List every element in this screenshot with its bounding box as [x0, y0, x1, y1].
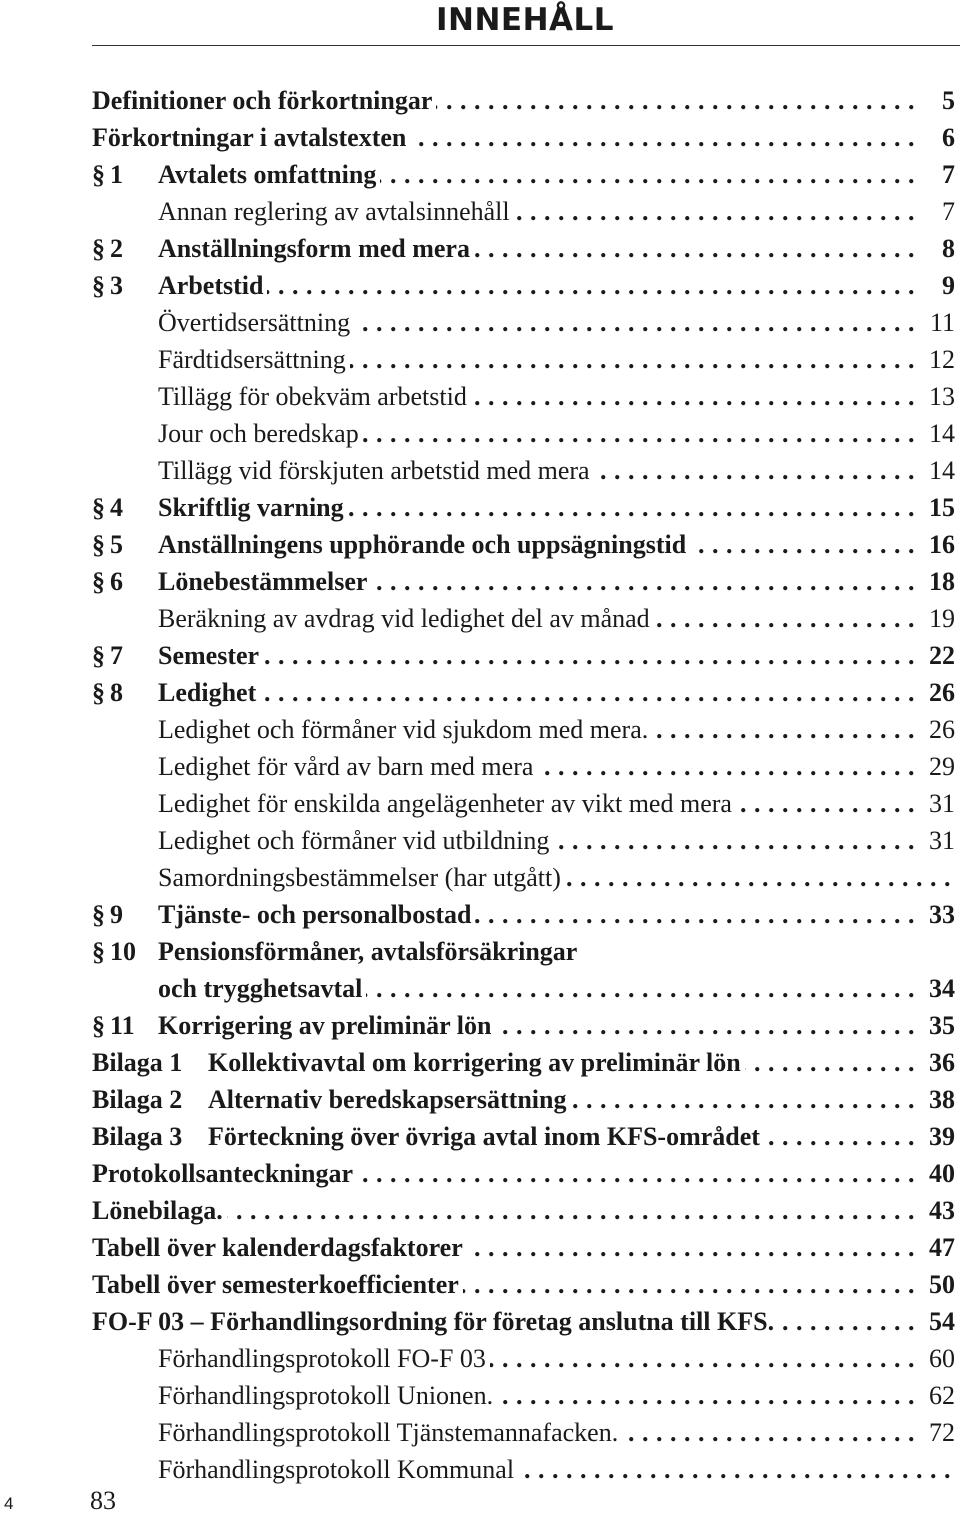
dot-leader — [474, 230, 915, 267]
toc-entry-section-11[interactable] — [92, 1007, 955, 1044]
toc-entry-page: 36 — [929, 1048, 955, 1077]
dot-leader — [436, 82, 915, 119]
toc-entry-page: 33 — [929, 900, 955, 929]
section-sign-icon: § — [92, 900, 105, 929]
toc-entry-page: 13 — [929, 382, 955, 411]
section-number: § 1 — [92, 156, 158, 193]
toc-subentry[interactable] — [92, 748, 955, 785]
toc-entry-page: 16 — [929, 530, 955, 559]
toc-entry-page: 5 — [942, 86, 955, 115]
dot-leader — [745, 1044, 915, 1081]
toc-entry-page: 31 — [929, 826, 955, 855]
dot-leader — [778, 1303, 915, 1340]
heading-rule — [92, 45, 960, 46]
toc-entry-section-10-continued[interactable] — [92, 970, 955, 1007]
toc-entry-page: 22 — [929, 641, 955, 670]
toc-entry-title: Avtalets omfattning — [158, 160, 377, 189]
toc-entry-page: 7 — [942, 197, 955, 226]
dot-leader — [463, 1266, 915, 1303]
toc-entry-page: 19 — [929, 604, 955, 633]
page-title: INNEHÅLL — [435, 2, 615, 38]
toc-subentry[interactable] — [92, 341, 955, 378]
toc-entry-page: 34 — [929, 974, 955, 1003]
dot-leader — [467, 1229, 915, 1266]
dot-leader — [490, 1340, 915, 1377]
section-number: § 4 — [92, 489, 158, 526]
toc-entry-title: Ledighet och förmåner vid utbildning — [158, 826, 550, 855]
toc-entry-title: Förkortningar i avtalstexten — [92, 123, 407, 152]
toc-entry-title: Ledighet — [158, 678, 257, 707]
toc-entry-page: 12 — [929, 345, 955, 374]
toc-entry-section-6[interactable] — [92, 563, 955, 600]
toc-entry-page: 39 — [929, 1122, 955, 1151]
toc-entry-title: Korrigering av preliminär lön — [158, 1011, 492, 1040]
section-number: § 3 — [92, 267, 158, 304]
toc-subentry[interactable] — [92, 859, 955, 896]
toc-entry-abbreviations[interactable] — [92, 119, 955, 156]
toc-entry-page: 15 — [929, 493, 955, 522]
toc-entry-title: Skriftlig varning — [158, 493, 344, 522]
toc-entry-section-10[interactable] — [92, 933, 955, 970]
toc-entry-title: Protokollsanteckningar — [92, 1159, 353, 1188]
toc-entry-page: 8 — [942, 234, 955, 263]
toc-entry-section-1[interactable] — [92, 156, 955, 193]
toc-entry-title: Kollektivavtal om korrigering av preliminär lön — [208, 1048, 741, 1077]
dot-leader — [553, 822, 915, 859]
toc-entry-page: 62 — [929, 1381, 955, 1410]
toc-entry-title: Beräkning av avdrag vid ledighet del av månad — [158, 604, 650, 633]
toc-entry-appendix-1[interactable] — [92, 1044, 955, 1081]
toc-entry-salary-appendix[interactable] — [92, 1192, 955, 1229]
toc-entry-section-3[interactable] — [92, 267, 955, 304]
section-sign-icon: § — [92, 493, 105, 522]
dot-leader — [475, 896, 915, 933]
toc-entry-section-2[interactable] — [92, 230, 955, 267]
toc-entry-title: Jour och beredskap — [158, 419, 359, 448]
dot-leader — [565, 859, 951, 896]
dot-leader — [350, 341, 915, 378]
dot-leader — [363, 415, 915, 452]
toc-entry-page: 7 — [942, 160, 955, 189]
dot-leader — [410, 119, 915, 156]
section-sign-icon: § — [92, 678, 105, 707]
toc-entry-appendix-3[interactable] — [92, 1118, 955, 1155]
toc-subentry[interactable] — [92, 785, 955, 822]
section-sign-icon: § — [92, 937, 105, 966]
toc-entry-vacation-coefficients[interactable] — [92, 1266, 955, 1303]
toc-entry-page: 18 — [929, 567, 955, 596]
toc-entry-definitions[interactable] — [92, 82, 955, 119]
toc-entry-title: Annan reglering av avtalsinnehåll — [158, 197, 510, 226]
dot-leader — [267, 267, 915, 304]
toc-subentry[interactable] — [92, 1414, 955, 1451]
toc-entry-title: Arbetstid — [158, 271, 264, 300]
section-sign-icon: § — [92, 1011, 105, 1040]
appendix-label: Bilaga 2 — [92, 1085, 183, 1114]
toc-entry-section-4[interactable] — [92, 489, 955, 526]
toc-entry-page: 14 — [929, 419, 955, 448]
toc-entry-negotiation-procedure[interactable] — [92, 1303, 955, 1340]
dot-leader — [537, 748, 915, 785]
toc-entry-title: Lönebestämmelser — [158, 567, 368, 596]
toc-entry-page: 29 — [929, 752, 955, 781]
toc-entry-title: och trygghetsavtal — [158, 974, 363, 1003]
table-of-contents — [92, 82, 955, 1488]
toc-subentry[interactable] — [92, 822, 955, 859]
toc-entry-title: Förteckning över övriga avtal inom KFS-området — [208, 1122, 760, 1151]
toc-subentry[interactable] — [92, 304, 955, 341]
dot-leader — [622, 1414, 915, 1451]
section-sign-icon: § — [92, 567, 105, 596]
section-number: § 7 — [92, 637, 158, 674]
toc-entry-title: Pensionsförmåner, avtalsförsäkringar — [158, 937, 578, 966]
toc-entry-title: Semester — [158, 641, 260, 670]
dot-leader — [495, 1007, 915, 1044]
toc-entry-section-7[interactable] — [92, 637, 955, 674]
section-number: § 5 — [92, 526, 158, 563]
toc-entry-section-9[interactable] — [92, 896, 955, 933]
toc-entry-title: Definitioner och förkortningar — [92, 86, 433, 115]
toc-entry-page: 43 — [929, 1196, 955, 1225]
toc-entry-page: 11 — [929, 308, 955, 337]
toc-entry-page: 47 — [929, 1233, 955, 1262]
toc-entry-calendar-day-factors[interactable] — [92, 1229, 955, 1266]
toc-subentry[interactable] — [92, 1377, 955, 1414]
section-number: § 11 — [92, 1007, 158, 1044]
toc-subentry[interactable] — [92, 1451, 955, 1488]
toc-entry-title: Tillägg vid förskjuten arbetstid med mera — [158, 456, 590, 485]
dot-leader — [518, 1451, 951, 1488]
toc-entry-title: Samordningsbestämmelser (har utgått) — [158, 863, 561, 892]
toc-entry-title: Tjänste- och personalbostad — [158, 900, 472, 929]
toc-entry-title: Förhandlingsprotokoll FO-F 03 — [158, 1344, 486, 1373]
toc-subentry[interactable] — [92, 193, 955, 230]
toc-entry-page: 14 — [929, 456, 955, 485]
section-number: § 8 — [92, 674, 158, 711]
toc-entry-page: 6 — [942, 123, 955, 152]
toc-entry-page: 40 — [929, 1159, 955, 1188]
toc-entry-title: Alternativ beredskapsersättning — [208, 1085, 567, 1114]
dot-leader — [371, 563, 915, 600]
dot-leader — [594, 452, 915, 489]
toc-entry-title: Förhandlingsprotokoll Unionen. — [158, 1381, 494, 1410]
dot-leader — [354, 304, 915, 341]
section-number: § 10 — [92, 933, 158, 970]
toc-entry-title: Ledighet för vård av barn med mera — [158, 752, 534, 781]
section-number: § 9 — [92, 896, 158, 933]
toc-entry-page: 72 — [929, 1418, 955, 1447]
toc-entry-page: 9 — [942, 271, 955, 300]
section-sign-icon: § — [92, 160, 105, 189]
toc-entry-title: Tabell över semesterkoefficienter — [92, 1270, 459, 1299]
toc-entry-title: Ledighet för enskilda angelägenheter av vikt med mera — [158, 789, 732, 818]
dot-leader — [654, 600, 915, 637]
toc-entry-section-8[interactable] — [92, 674, 955, 711]
toc-entry-title: Övertidsersättning — [158, 308, 351, 337]
toc-subentry[interactable] — [92, 711, 955, 748]
dot-leader — [380, 156, 915, 193]
dot-leader — [357, 1155, 915, 1192]
toc-entry-title: Förhandlingsprotokoll Kommunal — [158, 1455, 515, 1484]
dot-leader — [652, 711, 915, 748]
toc-subentry[interactable] — [92, 1340, 955, 1377]
footer-number: 83 — [90, 1486, 116, 1515]
section-number: § 6 — [92, 563, 158, 600]
dot-leader — [764, 1118, 915, 1155]
dot-leader — [497, 1377, 915, 1414]
toc-subentry[interactable] — [92, 452, 955, 489]
dot-leader — [570, 1081, 915, 1118]
dot-leader — [471, 378, 915, 415]
appendix-label: Bilaga 3 — [92, 1122, 183, 1151]
section-sign-icon: § — [92, 234, 105, 263]
toc-subentry[interactable] — [92, 600, 955, 637]
section-sign-icon: § — [92, 271, 105, 300]
dot-leader — [736, 785, 915, 822]
dot-leader — [366, 970, 915, 1007]
dot-leader — [227, 1192, 915, 1229]
toc-entry-page: 31 — [929, 789, 955, 818]
page-number: 4 — [4, 1494, 14, 1513]
toc-entry-title: FO-F 03 – Förhandlingsordning för företag anslutna till KFS. — [92, 1307, 775, 1336]
toc-entry-title: Tabell över kalenderdagsfaktorer — [92, 1233, 463, 1262]
toc-subentry[interactable] — [92, 378, 955, 415]
dot-leader — [690, 526, 915, 563]
toc-entry-title: Anställningsform med mera — [158, 234, 470, 263]
toc-entry-section-5[interactable] — [92, 526, 955, 563]
dot-leader — [514, 193, 915, 230]
toc-entry-title: Ledighet och förmåner vid sjukdom med mera. — [158, 715, 649, 744]
toc-entry-appendix-2[interactable] — [92, 1081, 955, 1118]
dot-leader — [348, 489, 915, 526]
toc-entry-page: 26 — [929, 715, 955, 744]
dot-leader — [260, 674, 915, 711]
dot-leader — [263, 637, 915, 674]
appendix-label: Bilaga 1 — [92, 1048, 183, 1077]
toc-entry-title: Lönebilaga. — [92, 1196, 223, 1225]
toc-entry-title: Anställningens upphörande och uppsägningstid — [158, 530, 687, 559]
toc-entry-title: Färdtidsersättning — [158, 345, 346, 374]
toc-entry-title: Förhandlingsprotokoll Tjänstemannafacken. — [158, 1418, 619, 1447]
toc-entry-page: 35 — [929, 1011, 955, 1040]
toc-entry-page: 60 — [929, 1344, 955, 1373]
toc-entry-page: 26 — [929, 678, 955, 707]
section-number: § 2 — [92, 230, 158, 267]
toc-entry-protocol-notes[interactable] — [92, 1155, 955, 1192]
toc-entry-page: 54 — [929, 1307, 955, 1336]
section-sign-icon: § — [92, 530, 105, 559]
toc-entry-title: Tillägg för obekväm arbetstid — [158, 382, 467, 411]
toc-entry-page: 38 — [929, 1085, 955, 1114]
toc-subentry[interactable] — [92, 415, 955, 452]
toc-entry-page: 50 — [929, 1270, 955, 1299]
section-sign-icon: § — [92, 641, 105, 670]
